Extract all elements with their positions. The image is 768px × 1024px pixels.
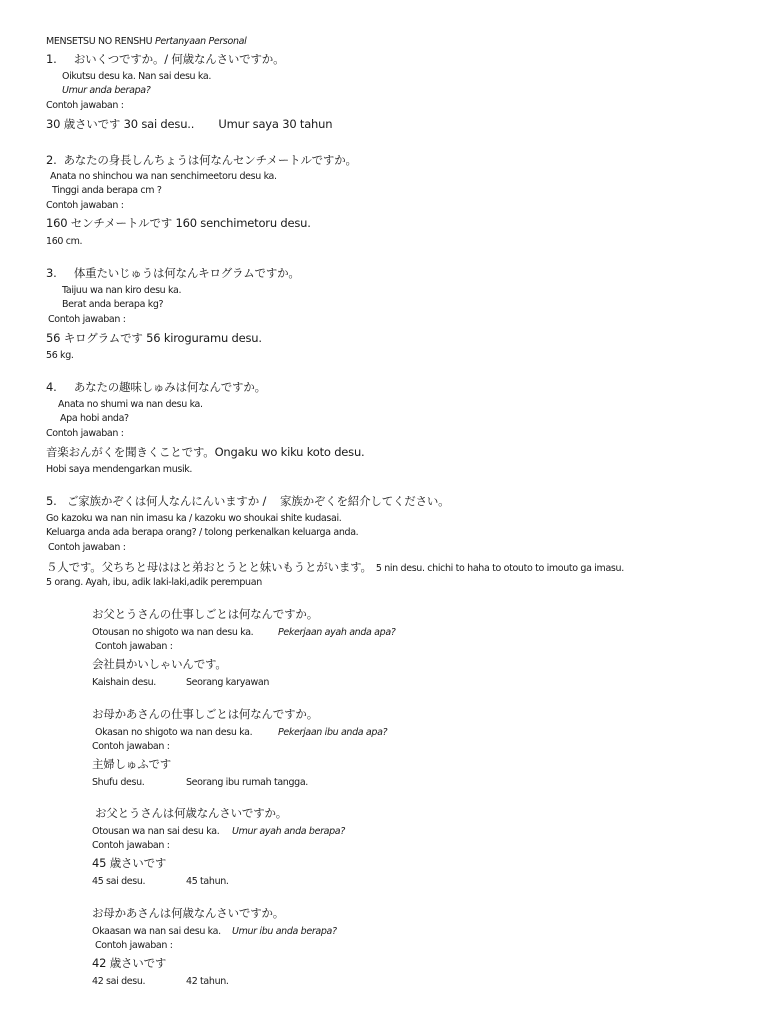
title-sub: Pertanyaan Personal bbox=[154, 36, 247, 47]
q3-romaji: Taijuu wa nan kiro desu ka. bbox=[62, 285, 182, 296]
sub2-romaji: Okasan no shigoto wa nan desu ka. bbox=[95, 727, 253, 738]
sub2-answer: 主婦しゅふです bbox=[92, 757, 172, 771]
q5-answer-jp: ５人です。父ちちと母ははと弟おとうとと妹いもうとがいます。 bbox=[46, 560, 372, 574]
q5-answer-2: 5 orang. Ayah, ibu, adik laki-laki,adik perempuan bbox=[46, 577, 262, 588]
sub2-question: お母かあさんの仕事しごとは何なんですか。 bbox=[92, 707, 318, 721]
q5-answer-romaji: 5 nin desu. chichi to haha to otouto to imouto ga imasu. bbox=[375, 563, 624, 574]
q2-question: 2. あなたの身長しんちょうは何なんセンチメートルですか。 bbox=[46, 153, 357, 167]
q4-answer-2: Hobi saya mendengarkan musik. bbox=[46, 464, 193, 475]
sub3-romaji: Otousan wa nan sai desu ka. bbox=[92, 826, 220, 837]
sub1-answer-indonesian: Seorang karyawan bbox=[186, 677, 270, 688]
sub3-question: お父とうさんは何歳なんさいですか。 bbox=[95, 806, 288, 820]
q1-romaji: Oikutsu desu ka. Nan sai desu ka. bbox=[62, 71, 212, 82]
q3-indonesian: Berat anda berapa kg? bbox=[62, 299, 164, 310]
q2-answer: 160 センチメートルです 160 senchimetoru desu. bbox=[46, 216, 311, 230]
q4-example-label: Contoh jawaban : bbox=[46, 428, 124, 439]
q4-question: 4. あなたの趣味しゅみは何なんですか。 bbox=[46, 380, 266, 394]
sub4-question: お母かあさんは何歳なんさいですか。 bbox=[92, 906, 285, 920]
sub3-answer-indonesian: 45 tahun. bbox=[186, 876, 229, 887]
q1-question: 1. おいくつですか。/ 何歳なんさいですか。 bbox=[46, 52, 285, 66]
q5-example-label: Contoh jawaban : bbox=[48, 542, 126, 553]
sub2-indonesian: Pekerjaan ibu anda apa? bbox=[278, 727, 388, 738]
sub4-answer: 42 歳さいです bbox=[92, 956, 167, 970]
q3-question: 3. 体重たいじゅうは何なんキログラムですか。 bbox=[46, 266, 300, 280]
sub1-example-label: Contoh jawaban : bbox=[95, 641, 173, 652]
q2-answer-2: 160 cm. bbox=[46, 236, 83, 247]
q4-romaji: Anata no shumi wa nan desu ka. bbox=[58, 399, 203, 410]
q4-indonesian: Apa hobi anda? bbox=[60, 413, 129, 424]
q3-answer-2: 56 kg. bbox=[46, 350, 74, 361]
q5-answer bbox=[46, 558, 624, 576]
sub4-answer-romaji: 42 sai desu. bbox=[92, 976, 146, 987]
q5-question: 5. ご家族かぞくは何人なんにんいますか / 家族かぞくを紹介してください。 bbox=[46, 494, 450, 508]
sub1-answer-romaji: Kaishain desu. bbox=[92, 677, 156, 688]
q5-romaji: Go kazoku wa nan nin imasu ka / kazoku wo shoukai shite kudasai. bbox=[46, 513, 342, 524]
sub1-romaji: Otousan no shigoto wa nan desu ka. bbox=[92, 627, 254, 638]
sub1-question: お父とうさんの仕事しごとは何なんですか。 bbox=[92, 607, 318, 621]
title-main: MENSETSU NO RENSHU bbox=[46, 36, 153, 47]
sub1-answer: 会社員かいしゃいんです。 bbox=[92, 657, 227, 671]
document-title bbox=[46, 36, 246, 48]
sub3-answer: 45 歳さいです bbox=[92, 856, 167, 870]
sub2-example-label: Contoh jawaban : bbox=[92, 741, 170, 752]
q1-answer: 30 歳さいです 30 sai desu.. Umur saya 30 tahun bbox=[46, 117, 333, 131]
q4-answer: 音楽おんがくを聞きくことです。Ongaku wo kiku koto desu. bbox=[46, 445, 365, 459]
sub3-indonesian: Umur ayah anda berapa? bbox=[232, 826, 345, 837]
q2-indonesian: Tinggi anda berapa cm ? bbox=[52, 185, 162, 196]
sub1-indonesian: Pekerjaan ayah anda apa? bbox=[278, 627, 396, 638]
q1-example-label: Contoh jawaban : bbox=[46, 100, 124, 111]
sub3-example-label: Contoh jawaban : bbox=[92, 840, 170, 851]
sub3-answer-romaji: 45 sai desu. bbox=[92, 876, 146, 887]
sub4-indonesian: Umur ibu anda berapa? bbox=[232, 926, 337, 937]
sub2-answer-romaji: Shufu desu. bbox=[92, 777, 145, 788]
q3-answer: 56 キログラムです 56 kiroguramu desu. bbox=[46, 331, 262, 345]
q2-romaji: Anata no shinchou wa nan senchimeetoru desu ka. bbox=[50, 171, 277, 182]
sub4-answer-indonesian: 42 tahun. bbox=[186, 976, 229, 987]
sub2-answer-indonesian: Seorang ibu rumah tangga. bbox=[186, 777, 308, 788]
q3-example-label: Contoh jawaban : bbox=[48, 314, 126, 325]
sub4-romaji: Okaasan wa nan sai desu ka. bbox=[92, 926, 221, 937]
q5-indonesian: Keluarga anda ada berapa orang? / tolong perkenalkan keluarga anda. bbox=[46, 527, 359, 538]
sub4-example-label: Contoh jawaban : bbox=[95, 940, 173, 951]
q1-indonesian: Umur anda berapa? bbox=[62, 85, 151, 96]
q2-example-label: Contoh jawaban : bbox=[46, 200, 124, 211]
